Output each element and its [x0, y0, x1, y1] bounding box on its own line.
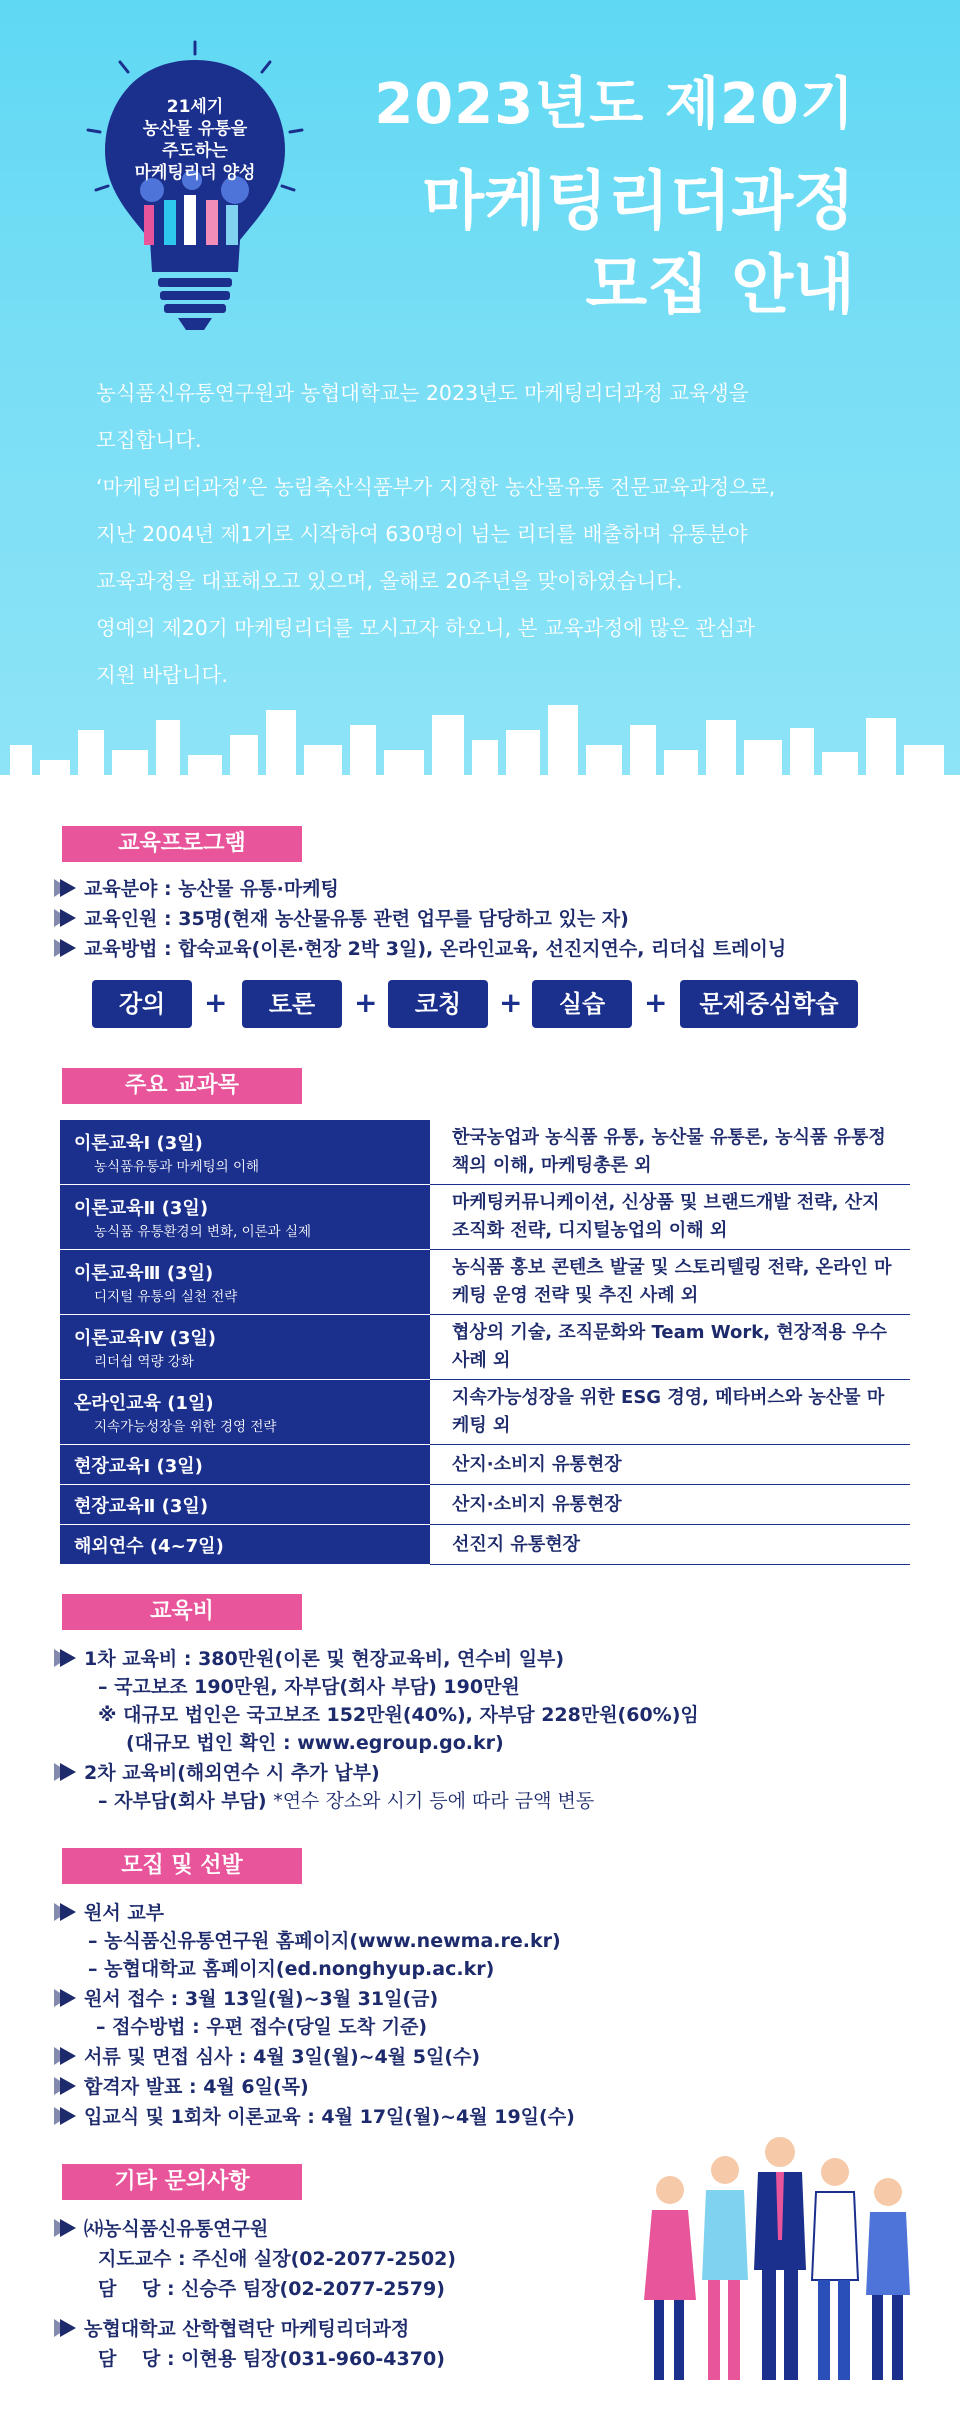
city-skyline-illustration	[0, 690, 960, 800]
contact-item: ㈔농식품신유통연구원	[60, 2214, 268, 2241]
fee-note: (대규모 법인 확인 : www.egroup.go.kr)	[126, 1732, 504, 1754]
course-desc: 한국농업과 농식품 유통, 농산물 유통론, 농식품 유통정책의 이해, 마케팅총론 외	[430, 1120, 910, 1185]
table-row	[60, 1485, 910, 1525]
recruit-item: 서류 및 면접 심사 : 4월 3일(월)~4월 5일(수)	[60, 2042, 480, 2069]
course-desc: 산지·소비지 유통현장	[430, 1485, 910, 1525]
arrow-icon	[60, 1903, 76, 1921]
table-row	[60, 1380, 910, 1445]
arrow-icon	[60, 939, 76, 957]
arrow-icon	[60, 1649, 76, 1667]
course-name: 해외연수 (4~7일)	[74, 1535, 224, 1557]
table-row	[60, 1445, 910, 1485]
course-name: 이론교육Ⅲ (3일)	[74, 1263, 214, 1284]
bulb-text-2: 농산물 유통을	[142, 119, 248, 139]
arrow-icon	[60, 2047, 76, 2065]
recruit-detail: – 농협대학교 홈페이지(ed.nonghyup.ac.kr)	[88, 1958, 495, 1980]
business-people-illustration	[630, 2130, 930, 2400]
contact-item: 농협대학교 산학협력단 마케팅리더과정	[60, 2314, 409, 2341]
bulb-text-1: 21세기	[166, 97, 224, 117]
course-sub: 지속가능성장을 위한 경영 전략	[94, 1419, 277, 1435]
course-name: 현장교육Ⅱ (3일)	[74, 1495, 209, 1517]
plus-sign: +	[354, 986, 378, 1019]
contact-detail: 담 당 : 신승주 팀장(02-2077-2579)	[98, 2278, 445, 2300]
intro-line: 지난 2004년 제1기로 시작하여 630명이 넘는 리더를 배출하며 유통분야	[96, 522, 748, 546]
section-heading-contact: 기타 문의사항	[62, 2164, 302, 2200]
course-sub: 농식품유통과 마케팅의 이해	[94, 1159, 260, 1175]
recruit-item: 입교식 및 1회차 이론교육 : 4월 17일(월)~4월 19일(수)	[60, 2102, 575, 2129]
method-coaching: 코칭	[388, 980, 488, 1028]
course-sub: 리더쉽 역량 강화	[94, 1354, 194, 1370]
recruit-item: 원서 교부	[60, 1898, 164, 1925]
arrow-icon	[60, 1763, 76, 1781]
arrow-icon	[60, 2319, 76, 2337]
fee-item: 1차 교육비 : 380만원(이론 및 현장교육비, 연수비 일부)	[60, 1644, 564, 1671]
recruit-item: 합격자 발표 : 4월 6일(목)	[60, 2072, 309, 2099]
fee-detail: – 국고보조 190만원, 자부담(회사 부담) 190만원	[98, 1676, 520, 1698]
method-list	[92, 980, 872, 1028]
page-title	[374, 70, 855, 328]
fee-detail: – 자부담(회사 부담) *연수 장소와 시기 등에 따라 금액 변동	[98, 1790, 595, 1812]
section-heading-recruit: 모집 및 선발	[62, 1848, 302, 1884]
course-desc: 선진지 유통현장	[430, 1525, 910, 1565]
bulb-text-4: 마케팅리더 양성	[134, 163, 256, 183]
course-name: 현장교육Ⅰ (3일)	[74, 1455, 203, 1477]
arrow-icon	[60, 2107, 76, 2125]
intro-line: ‘마케팅리더과정’은 농림축산식품부가 지정한 농산물유통 전문교육과정으로,	[96, 475, 776, 499]
table-row	[60, 1250, 910, 1315]
intro-paragraph	[96, 370, 876, 699]
course-desc: 마케팅커뮤니케이션, 신상품 및 브랜드개발 전략, 산지조직화 전략, 디지털농업의 이해 외	[430, 1185, 910, 1250]
section-heading-program: 교육프로그램	[62, 826, 302, 862]
contact-detail: 지도교수 : 주신애 실장(02-2077-2502)	[98, 2248, 456, 2270]
table-row	[60, 1315, 910, 1380]
hero-banner	[0, 0, 960, 800]
arrow-icon	[60, 909, 76, 927]
arrow-icon	[60, 1989, 76, 2007]
plus-sign: +	[204, 986, 228, 1019]
program-item: 교육방법 : 합숙교육(이론·현장 2박 3일), 온라인교육, 선진지연수, 리더십 트레이닝	[60, 934, 786, 961]
contact-detail: 담 당 : 이현용 팀장(031-960-4370)	[98, 2348, 445, 2370]
course-desc: 농식품 홍보 콘텐츠 발굴 및 스토리텔링 전략, 온라인 마케팅 운영 전략 및 추진 사례 외	[430, 1250, 910, 1315]
course-name: 이론교육Ⅳ (3일)	[74, 1328, 216, 1349]
recruit-item: 원서 접수 : 3월 13일(월)~3월 31일(금)	[60, 1984, 438, 2011]
table-row	[60, 1185, 910, 1250]
title-line-3: 모집 안내	[585, 249, 855, 323]
table-row	[60, 1525, 910, 1565]
lightbulb-illustration	[80, 40, 310, 340]
plus-sign: +	[644, 986, 668, 1019]
title-line-1: 2023년도 제20기	[374, 72, 855, 137]
program-item: 교육인원 : 35명(현재 농산물유통 관련 업무를 담당하고 있는 자)	[60, 904, 629, 931]
section-heading-fee: 교육비	[62, 1594, 302, 1630]
method-practice: 실습	[532, 980, 632, 1028]
intro-line: 모집합니다.	[96, 428, 202, 452]
plus-sign: +	[499, 986, 523, 1019]
recruit-detail: – 접수방법 : 우편 접수(당일 도착 기준)	[96, 2016, 428, 2038]
course-desc: 산지·소비지 유통현장	[430, 1445, 910, 1485]
course-name: 이론교육Ⅱ (3일)	[74, 1198, 209, 1219]
intro-line: 교육과정을 대표해오고 있으며, 올해로 20주년을 맞이하였습니다.	[96, 569, 683, 593]
section-heading-curriculum: 주요 교과목	[62, 1068, 302, 1104]
course-sub: 디지털 유통의 실천 전략	[94, 1289, 238, 1305]
course-name: 온라인교육 (1일)	[74, 1393, 214, 1414]
recruit-detail: – 농식품신유통연구원 홈페이지(www.newma.re.kr)	[88, 1930, 561, 1952]
course-desc: 지속가능성장을 위한 ESG 경영, 메타버스와 농산물 마케팅 외	[430, 1380, 910, 1445]
curriculum-table	[60, 1120, 910, 1565]
intro-line: 농식품신유통연구원과 농협대학교는 2023년도 마케팅리더과정 교육생을	[96, 381, 749, 405]
bulb-text-3: 주도하는	[162, 141, 228, 161]
method-pbl: 문제중심학습	[680, 980, 858, 1028]
arrow-icon	[60, 2219, 76, 2237]
method-lecture: 강의	[92, 980, 192, 1028]
fee-note: ※ 대규모 법인은 국고보조 152만원(40%), 자부담 228만원(60%)임	[98, 1704, 699, 1726]
course-sub: 농식품 유통환경의 변화, 이론과 실제	[94, 1224, 312, 1240]
intro-line: 지원 바랍니다.	[96, 663, 228, 687]
arrow-icon	[60, 2077, 76, 2095]
method-discussion: 토론	[242, 980, 342, 1028]
table-row	[60, 1120, 910, 1185]
program-item: 교육분야 : 농산물 유통·마케팅	[60, 874, 339, 901]
title-line-2: 마케팅리더과정	[422, 165, 855, 239]
arrow-icon	[60, 879, 76, 897]
intro-line: 영예의 제20기 마케팅리더를 모시고자 하오니, 본 교육과정에 많은 관심과	[96, 616, 756, 640]
fee-item: 2차 교육비(해외연수 시 추가 납부)	[60, 1758, 380, 1785]
course-name: 이론교육Ⅰ (3일)	[74, 1133, 203, 1154]
course-desc: 협상의 기술, 조직문화와 Team Work, 현장적용 우수사례 외	[430, 1315, 910, 1380]
